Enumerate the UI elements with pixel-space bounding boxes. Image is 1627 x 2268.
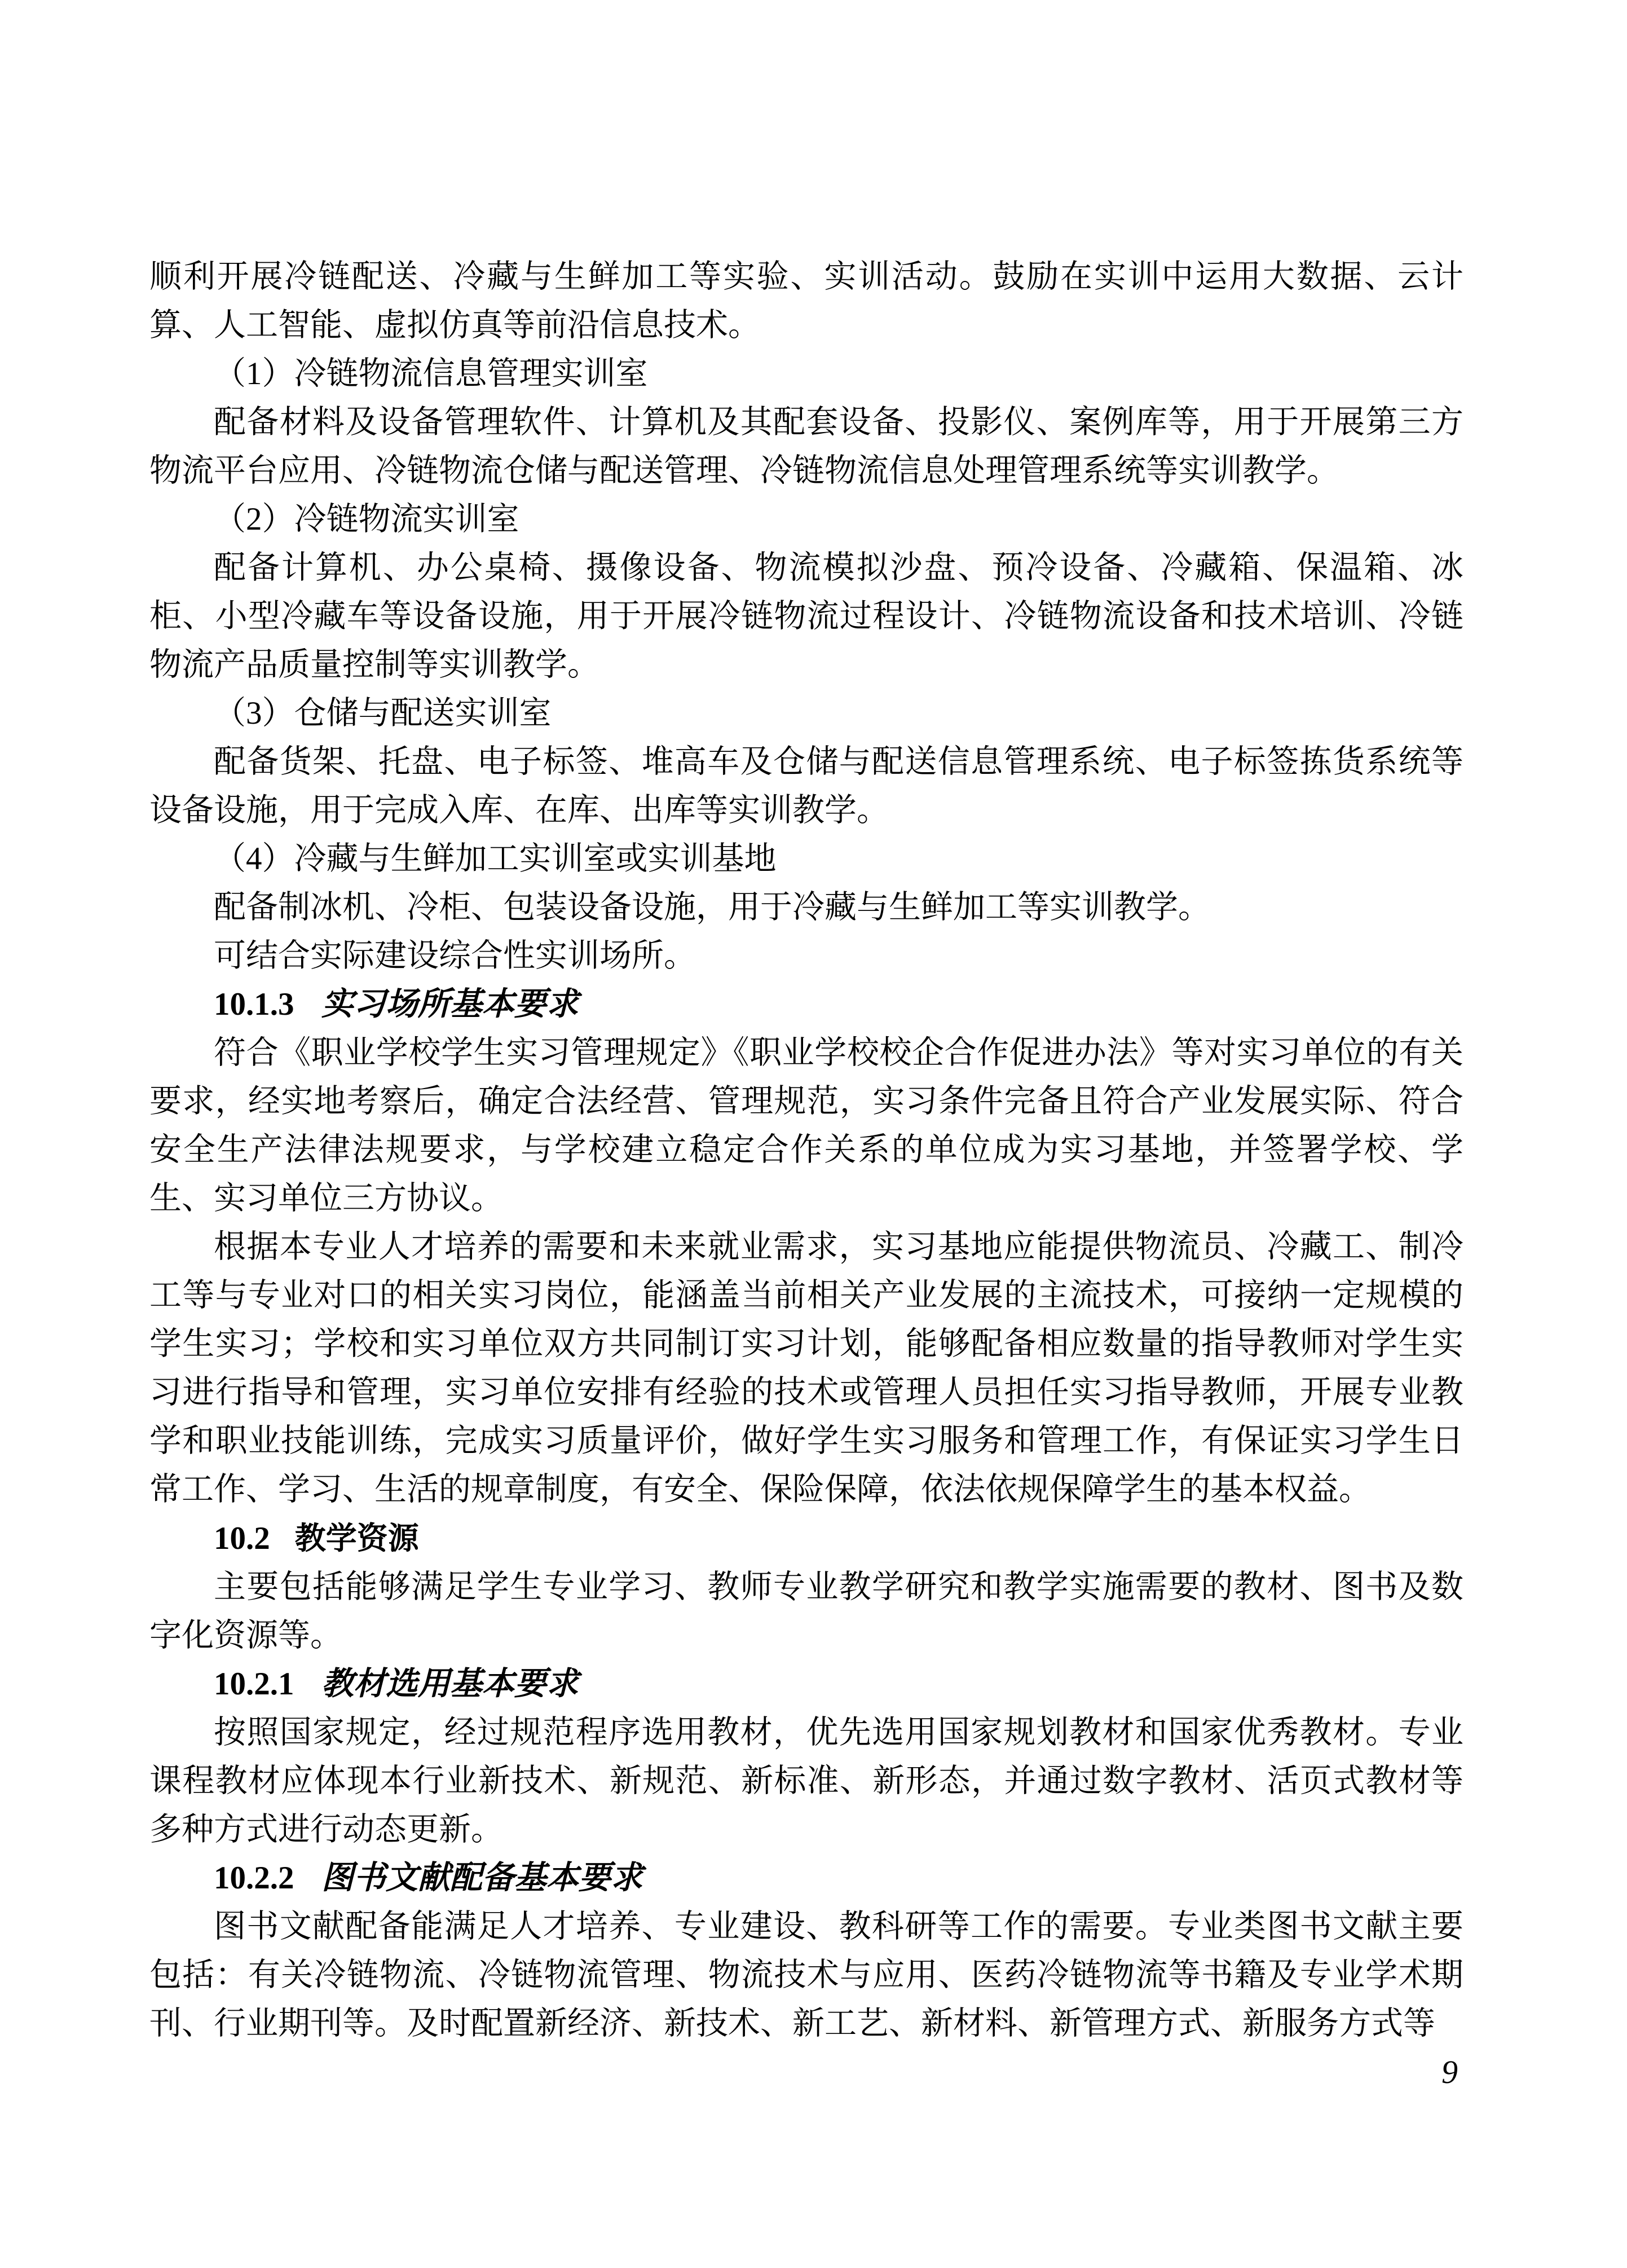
paragraph: 主要包括能够满足学生专业学习、教师专业教学研究和教学实施需要的教材、图书及数字化资源等。 bbox=[149, 1569, 1463, 1653]
paragraph: 顺利开展冷链配送、冷藏与生鲜加工等实验、实训活动。鼓励在实训中运用大数据、云计算、人工智能、虚拟仿真等前沿信息技术。 bbox=[149, 259, 1463, 343]
paragraph: 配备计算机、办公桌椅、摄像设备、物流模拟沙盘、预冷设备、冷藏箱、保温箱、冰柜、小型冷藏车等设备设施，用于开展冷链物流过程设计、冷链物流设备和技术培训、冷链物流产品质量控制等实训教学。 bbox=[149, 550, 1463, 682]
section-title: 教材选用基本要求 bbox=[321, 1666, 579, 1702]
paragraph: 根据本专业人才培养的需要和未来就业需求，实习基地应能提供物流员、冷藏工、制冷工等与专业对口的相关实习岗位，能涵盖当前相关产业发展的主流技术，可接纳一定规模的学生实习；学校和实习单位双方共同制订实习计划，能够配备相应数量的指导教师对学生实习进行指导和管理，实习单位安排有经验的技术或管理人员担任实习指导教师，开展专业教学和职业技能训练，完成实习质量评价，做好学生实习服务和管理工作，有保证实习学生日常工作、学习、生活的规章制度，有安全、保险保障，依法依规保障学生的基本权益。 bbox=[149, 1229, 1463, 1507]
section-title: 实习场所基本要求 bbox=[321, 987, 579, 1022]
paragraph: 配备材料及设备管理软件、计算机及其配套设备、投影仪、案例库等，用于开展第三方物流平台应用、冷链物流仓储与配送管理、冷链物流信息处理管理系统等实训教学。 bbox=[149, 404, 1463, 488]
page-number: 9 bbox=[1441, 2054, 1458, 2090]
section-heading-10-2 bbox=[149, 1514, 1463, 1563]
section-number: 10.2.1 bbox=[214, 1666, 294, 1702]
paragraph: （3）仓储与配送实训室 bbox=[214, 695, 552, 731]
section-heading-10-1-3 bbox=[149, 980, 1463, 1029]
section-heading-10-2-2 bbox=[149, 1854, 1463, 1903]
section-title: 图书文献配备基本要求 bbox=[321, 1860, 643, 1896]
document-body bbox=[149, 253, 1463, 2048]
paragraph: 符合《职业学校学生实习管理规定》《职业学校校企合作促进办法》等对实习单位的有关要求，经实地考察后，确定合法经营、管理规范，实习条件完备且符合产业发展实际、符合安全生产法律法规要求，与学校建立稳定合作关系的单位成为实习基地，并签署学校、学生、实习单位三方协议。 bbox=[149, 1035, 1463, 1216]
section-heading-10-2-1 bbox=[149, 1660, 1463, 1708]
paragraph: （2）冷链物流实训室 bbox=[214, 501, 519, 537]
paragraph: 配备制冰机、冷柜、包装设备设施，用于冷藏与生鲜加工等实训教学。 bbox=[214, 889, 1210, 925]
section-number: 10.2 bbox=[214, 1521, 270, 1556]
paragraph: （1）冷链物流信息管理实训室 bbox=[214, 356, 648, 391]
paragraph: （4）冷藏与生鲜加工实训室或实训基地 bbox=[214, 841, 777, 877]
paragraph: 配备货架、托盘、电子标签、堆高车及仓储与配送信息管理系统、电子标签拣货系统等设备设施，用于完成入库、在库、出库等实训教学。 bbox=[149, 744, 1463, 828]
section-number: 10.1.3 bbox=[214, 987, 294, 1022]
section-title: 教学资源 bbox=[294, 1521, 419, 1556]
paragraph: 可结合实际建设综合性实训场所。 bbox=[214, 938, 696, 974]
paragraph: 图书文献配备能满足人才培养、专业建设、教科研等工作的需要。专业类图书文献主要包括：有关冷链物流、冷链物流管理、物流技术与应用、医药冷链物流等书籍及专业学术期刊、行业期刊等。及时配置新经济、新技术、新工艺、新材料、新管理方式、新服务方式等 bbox=[149, 1909, 1463, 2041]
section-number: 10.2.2 bbox=[214, 1860, 294, 1896]
paragraph: 按照国家规定，经过规范程序选用教材，优先选用国家规划教材和国家优秀教材。专业课程教材应体现本行业新技术、新规范、新标准、新形态，并通过数字教材、活页式教材等多种方式进行动态更新。 bbox=[149, 1715, 1463, 1847]
